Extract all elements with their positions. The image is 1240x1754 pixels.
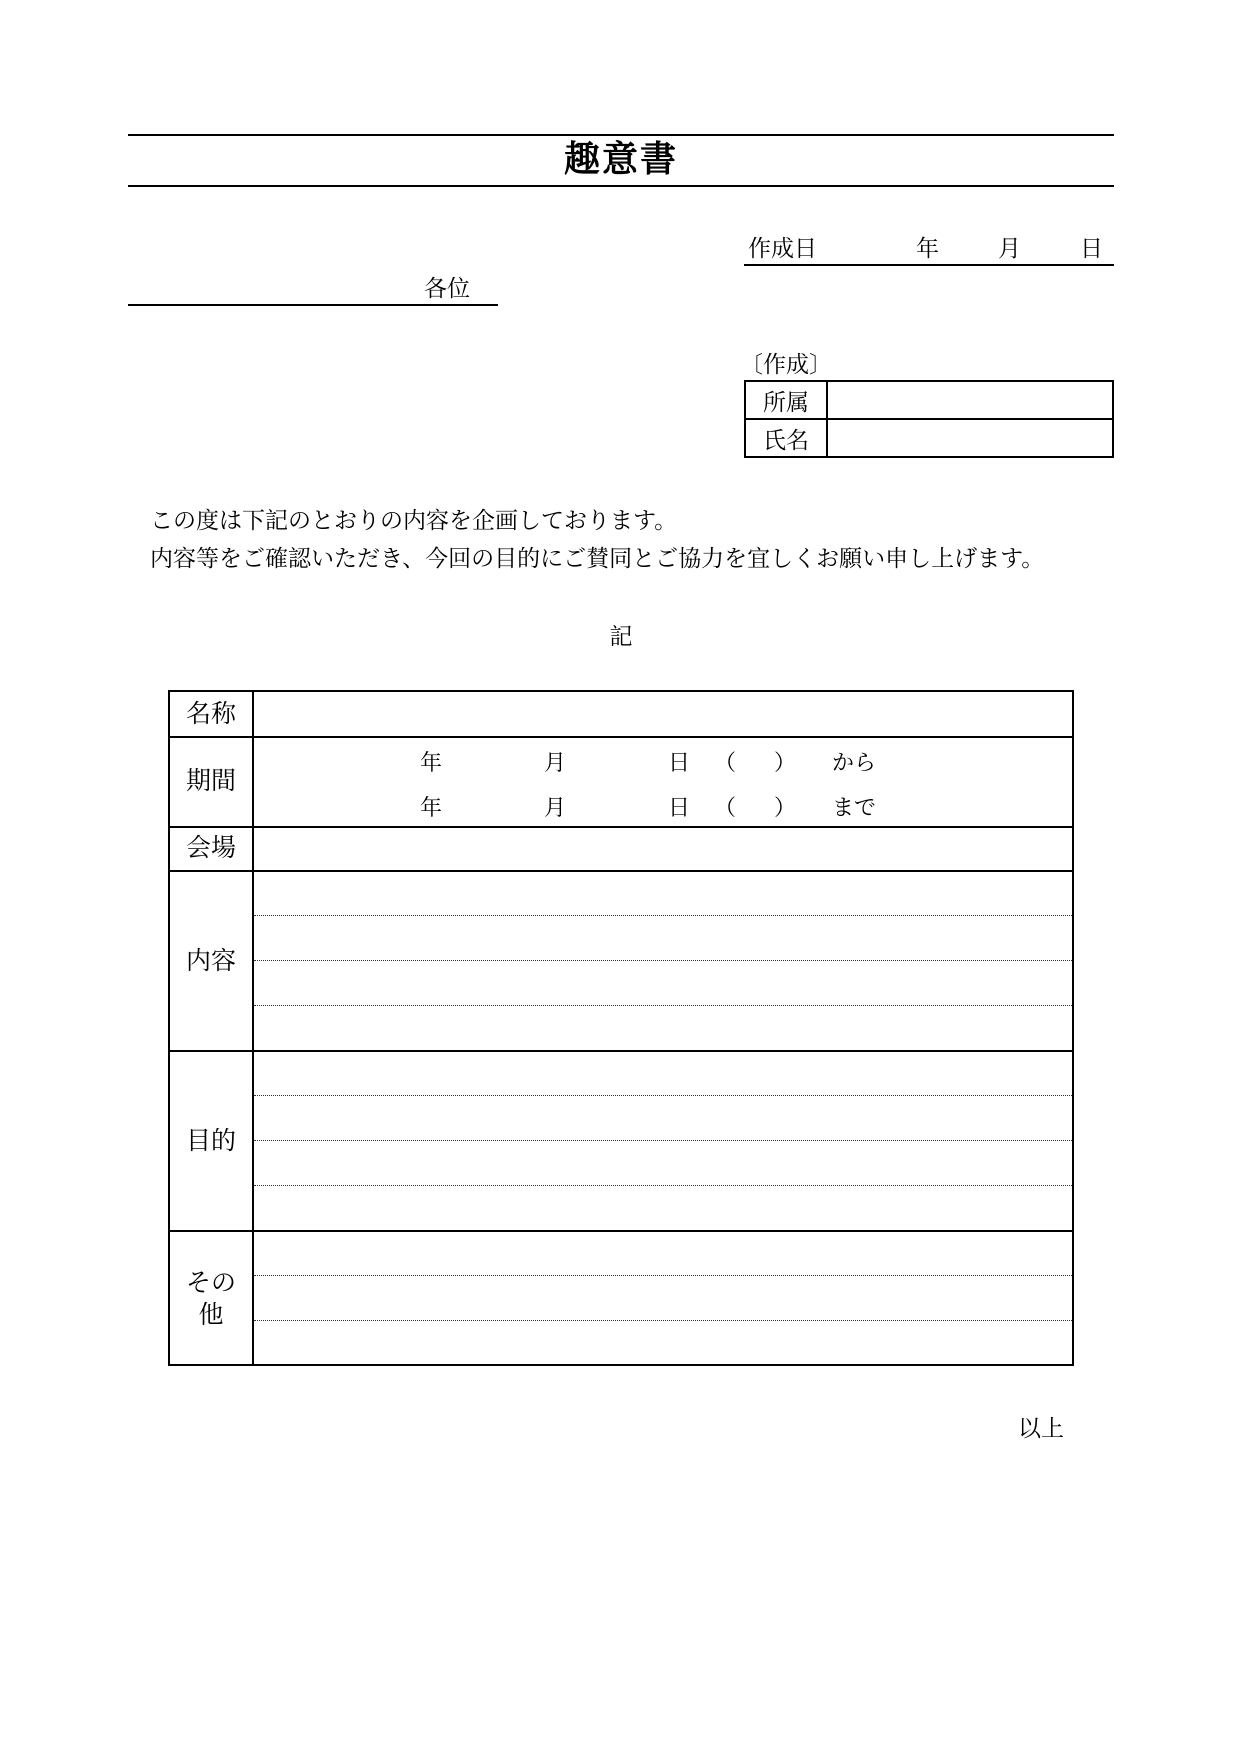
period-from-year: 年: [420, 751, 443, 776]
name-label: 氏名: [745, 419, 827, 457]
author-section-label: 〔作成〕: [740, 352, 832, 378]
intro-line-1: この度は下記のとおりの内容を企画しております。: [150, 508, 678, 534]
period-to-row[interactable]: [254, 791, 1072, 821]
venue-value-cell[interactable]: [254, 828, 1072, 870]
period-to-paren-close: ）: [774, 796, 797, 821]
period-to-suffix: まで: [832, 796, 877, 821]
purpose-guide-line: [254, 1185, 1072, 1186]
addressee-field[interactable]: [128, 268, 498, 306]
date-day-unit: 日: [1080, 236, 1103, 262]
row-label-purpose: 目的: [185, 1126, 236, 1155]
row-label-other-line1: その: [185, 1268, 236, 1297]
author-table: [744, 380, 1114, 458]
intro-line-2: 内容等をご確認いただき、今回の目的にご賛同とご協力を宜しくお願い申し上げます。: [150, 546, 1045, 572]
purpose-guide-line: [254, 1140, 1072, 1141]
row-label-content: 内容: [185, 946, 236, 975]
document-title: 趣意書: [563, 139, 678, 180]
purpose-value-cell[interactable]: [254, 1052, 1072, 1230]
other-guide-line: [254, 1275, 1072, 1276]
content-guide-line: [254, 915, 1072, 916]
period-to-day: 日: [668, 796, 691, 821]
closing-mark: 以上: [1018, 1416, 1064, 1442]
period-from-paren-close: ）: [774, 751, 797, 776]
content-value-cell[interactable]: [254, 872, 1072, 1050]
row-divider: [170, 736, 1072, 738]
period-from-row[interactable]: [254, 746, 1072, 776]
row-label-other-line2: 他: [198, 1300, 224, 1329]
content-guide-line: [254, 1005, 1072, 1006]
row-label-venue: 会場: [185, 833, 236, 862]
affiliation-label: 所属: [745, 381, 827, 419]
date-month-unit: 月: [998, 236, 1021, 262]
content-guide-line: [254, 960, 1072, 961]
row-label-period: 期間: [185, 766, 236, 795]
period-to-paren-open: （: [714, 796, 737, 821]
period-to-year: 年: [420, 796, 443, 821]
purpose-guide-line: [254, 1095, 1072, 1096]
creation-date-label: 作成日: [748, 236, 817, 262]
row-label-name: 名称: [185, 699, 236, 728]
other-guide-line: [254, 1320, 1072, 1321]
date-year-unit: 年: [916, 236, 939, 262]
ki-heading: 記: [609, 624, 633, 650]
creation-date-field[interactable]: [744, 228, 1114, 266]
period-from-suffix: から: [832, 751, 877, 776]
period-to-month: 月: [544, 796, 567, 821]
details-table: [168, 690, 1074, 1366]
name-input[interactable]: [827, 419, 1113, 457]
row-label-other: [170, 1267, 252, 1331]
period-from-paren-open: （: [714, 751, 737, 776]
name-value-cell[interactable]: [254, 692, 1072, 736]
title-rule-bottom: [128, 185, 1114, 187]
period-from-month: 月: [544, 751, 567, 776]
other-value-cell[interactable]: [254, 1232, 1072, 1364]
addressee-suffix: 各位: [424, 276, 470, 302]
affiliation-input[interactable]: [827, 381, 1113, 419]
period-from-day: 日: [668, 751, 691, 776]
